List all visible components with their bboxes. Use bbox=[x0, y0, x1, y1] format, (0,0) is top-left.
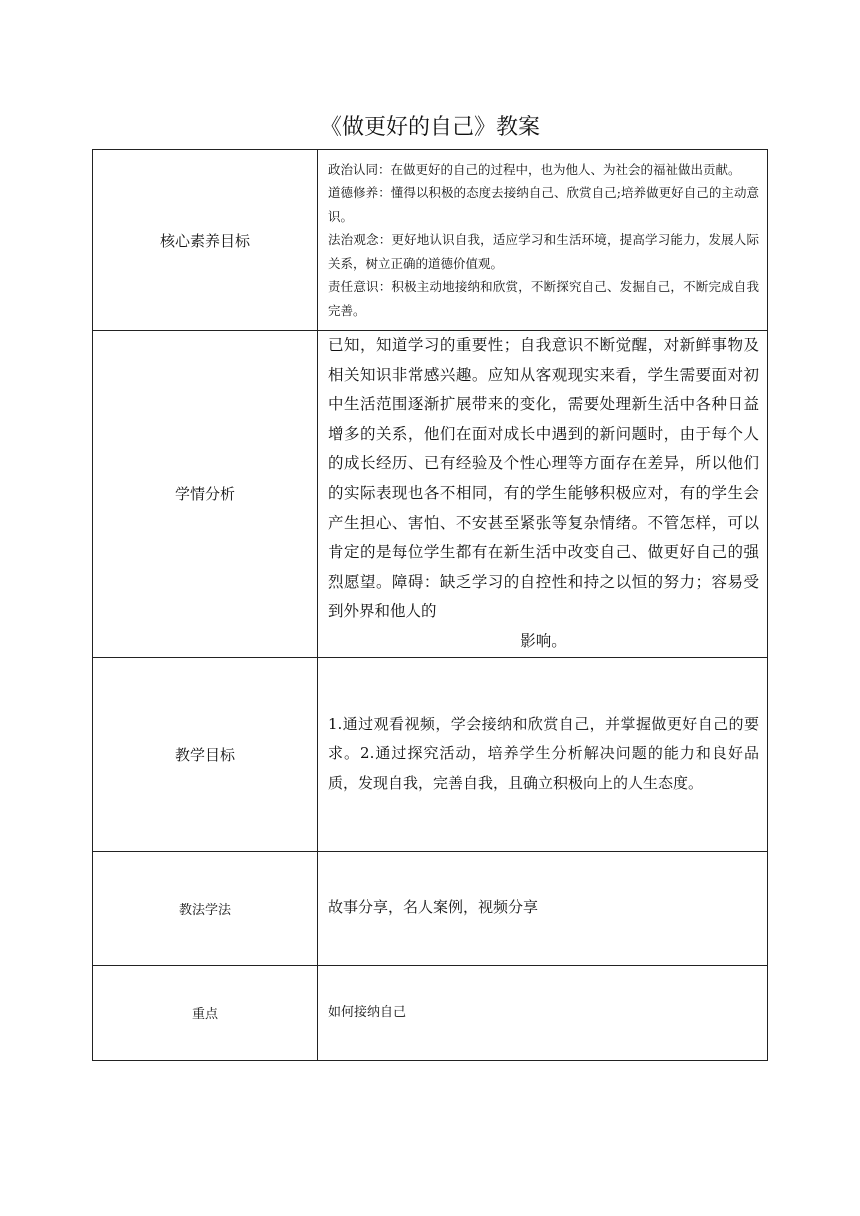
row-content-focus bbox=[318, 965, 768, 1060]
goals-text: 1.通过观看视频，学会接纳和欣赏自己，并掌握做更好自己的要求。2.通过探究活动，培养学生分析解决问题的能力和良好品质，发现自我，完善自我，且确立积极向上的人生态度。 bbox=[328, 714, 759, 792]
core-item-political: 政治认同：在做更好的自己的过程中，也为他人、为社会的福祉做出贡献。 bbox=[328, 161, 741, 177]
table-row-analysis bbox=[93, 331, 768, 658]
core-item-responsibility: 责任意识：积极主动地接纳和欣赏，不断探究自己、发掘自己，不断完成自我完善。 bbox=[328, 279, 759, 318]
methods-text: 故事分享，名人案例，视频分享 bbox=[328, 898, 539, 917]
core-item-moral: 道德修养：懂得以积极的态度去接纳自己、欣赏自己;培养做更好自己的主动意识。 bbox=[328, 185, 759, 224]
focus-text: 如何接纳自己 bbox=[328, 1004, 407, 1020]
table-row-goals bbox=[93, 657, 768, 851]
row-label-methods: 教法学法 bbox=[93, 851, 318, 965]
document-title: 《做更好的自己》教案 bbox=[319, 115, 540, 140]
row-content-analysis bbox=[318, 331, 768, 658]
row-label-core: 核心素养目标 bbox=[93, 150, 318, 331]
analysis-text-tail: 影响。 bbox=[520, 631, 567, 650]
table-row-focus bbox=[93, 965, 768, 1060]
table-row-methods bbox=[93, 851, 768, 965]
row-content-methods bbox=[318, 851, 768, 965]
core-item-law: 法治观念：更好地认识自我，适应学习和生活环境，提高学习能力，发展人际关系，树立正确的道德价值观。 bbox=[328, 232, 759, 271]
table-row-core bbox=[93, 150, 768, 331]
row-content-core bbox=[318, 150, 768, 331]
row-label-analysis: 学情分析 bbox=[93, 331, 318, 658]
row-label-focus: 重点 bbox=[93, 965, 318, 1060]
row-content-goals bbox=[318, 657, 768, 851]
analysis-text: 已知，知道学习的重要性；自我意识不断觉醒，对新鲜事物及相关知识非常感兴趣。应知从客观现实来看，学生需要面对初中生活范围逐渐扩展带来的变化，需要处理新生活中各种日益增多的关系，他们在面对成长中遇到的新问题时，由于每个人的成长经历、已有经验及个性心理等方面存在差异，所以他们的实际表现也各不相同，有的学生能够积极应对，有的学生会产生担心、害怕、不安甚至紧张等复杂情绪。不管怎样，可以肯定的是每位学生都有在新生活中改变自己、做更好自己的强烈愿望。障碍：缺乏学习的自控性和持之以恒的努力；容易受到外界和他人的 bbox=[328, 336, 759, 621]
lesson-plan-table bbox=[92, 149, 768, 1061]
row-label-goals: 教学目标 bbox=[93, 657, 318, 851]
